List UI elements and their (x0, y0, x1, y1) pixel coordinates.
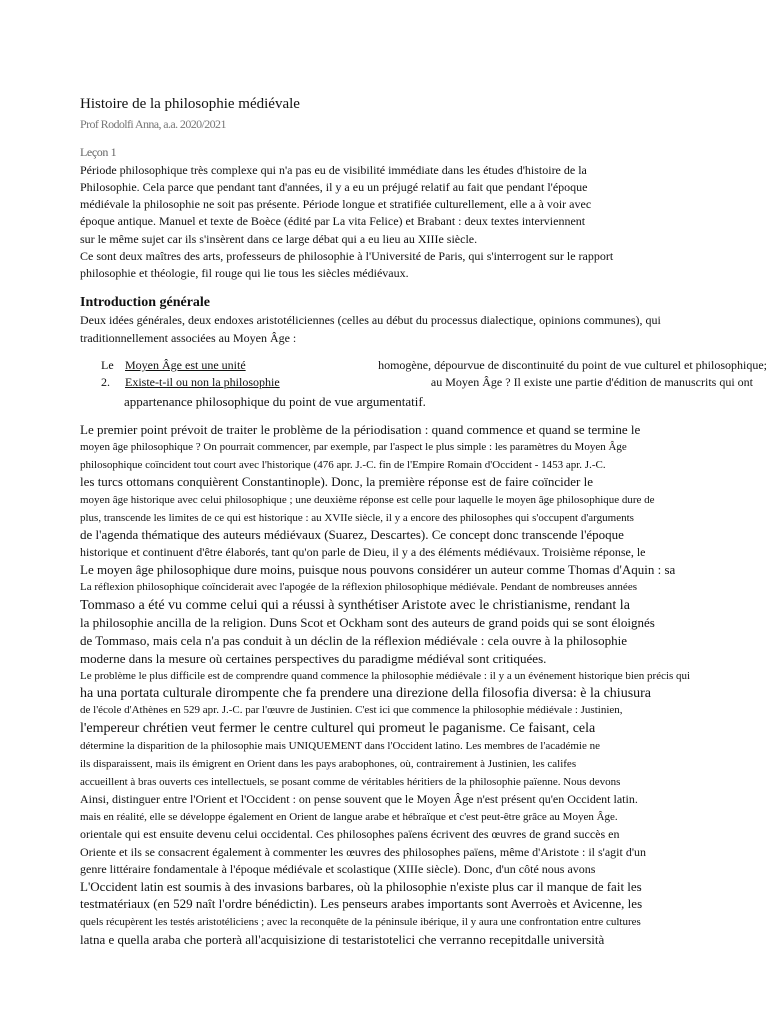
body-line: testmatériaux (en 529 naît l'ordre bénédictin). Les penseurs arabes importants sont Averroès et Avicenne, les (80, 896, 643, 911)
body-line: Le moyen âge philosophique dure moins, puisque nous pouvons considérer un auteur comme Thomas d'Aquin : sa (80, 562, 676, 577)
body-line: L'Occident latin est soumis à des invasions barbares, où la philosophie n'existe plus car il manque de fait les (80, 879, 642, 894)
body-line: ha una portata culturale dirompente che fa prendere una direzione della filosofia diversa: è la chiusura (80, 686, 652, 701)
body-line: mais en réalité, elle se développe également en Orient de langue arabe et hébraïque et c'est peut-être grâce au Moyen Âge. (80, 811, 618, 823)
section-heading: Introduction générale (80, 295, 211, 310)
intro-line: Philosophie. Cela parce que pendant tant d'années, il y a eu un préjugé relatif au fait que pendant l'époque (80, 180, 588, 194)
body-line: historique et continuent d'être élaborés, tant qu'on parle de Dieu, il y a des éléments médiévaux. Troisième réponse, le (80, 545, 646, 559)
body-line: Ainsi, distinguer entre l'Orient et l'Occident : on pense souvent que le Moyen Âge n'est présent qu'en Occident latin. (80, 792, 638, 806)
lesson-label: Leçon 1 (80, 145, 117, 159)
list-marker: 2. (101, 375, 110, 389)
body-line: ils disparaissent, mais ils émigrent en Orient dans les pays arabophones, où, contrairement à Justinien, les califes (80, 758, 577, 770)
body-line: la philosophie ancilla de la religion. Duns Scot et Ockham sont des auteurs de grand poids qui se sont éloignés (80, 615, 655, 630)
body-line: Tommaso a été vu comme celui qui a réussi à synthétiser Aristote avec le christianisme, rendant la (80, 598, 630, 613)
section-line: traditionnellement associées au Moyen Âge : (80, 331, 297, 345)
intro-line: époque antique. Manuel et texte de Boèce (édité par La vita Felice) et Brabant : deux textes interviennent (80, 214, 586, 228)
document-title: Histoire de la philosophie médiévale (80, 96, 300, 112)
list-item-text: homogène, dépourvue de discontinuité du point de vue culturel et philosophique; (378, 358, 767, 372)
body-line: philosophique coïncident tout court avec l'historique (476 apr. J.-C. fin de l'Empire Romain d'Occident - 1453 apr. J.-C. (80, 459, 606, 471)
section-line: Deux idées générales, deux endoxes aristotéliciennes (celles au début du processus dialectique, opinions communes), qui (80, 313, 661, 327)
body-line: Le premier point prévoit de traiter le problème de la périodisation : quand commence et quand se termine le (80, 422, 641, 437)
list-item-text: au Moyen Âge ? Il existe une partie d'édition de manuscrits qui ont (430, 375, 753, 389)
list-item-underlined: Moyen Âge est une unité (125, 358, 246, 372)
list-item-continuation: appartenance philosophique du point de vue argumentatif. (124, 394, 426, 409)
body-line: La réflexion philosophique coïnciderait avec l'apogée de la réflexion philosophique médiévale. Pendant de nombreuses années (80, 581, 637, 593)
list-item (101, 359, 767, 373)
list-marker: Le (101, 358, 114, 372)
intro-line: sur le même sujet car ils s'insèrent dans ce large débat qui a eu lieu au XIIIe siècle. (80, 232, 478, 246)
body-line: orientale qui est ensuite devenu celui occidental. Ces philosophes païens écrivent des œuvres de grand succès en (80, 827, 620, 841)
body-line: détermine la disparition de la philosophie mais UNIQUEMENT dans l'Occident latino. Les membres de l'académie ne (80, 740, 601, 752)
body-line: l'empereur chrétien veut fermer le centre culturel qui promeut le paganisme. Ce faisant, cela (80, 721, 596, 736)
body-line: moyen âge philosophique ? On pourrait commencer, par exemple, par l'aspect le plus simple : les paramètres du Moyen Âge (80, 441, 627, 453)
body-line: moderne dans la mesure où certaines perspectives du paradigme médiéval sont critiquées. (80, 651, 547, 666)
body-line: de l'agenda thématique des auteurs médiévaux (Suarez, Descartes). Ce concept donc transcende l'époque (80, 527, 624, 542)
body-line: plus, transcende les limites de ce qui est historique : au XVIIe siècle, il y a encore des philosophes qui s'occupent d'arguments (80, 512, 634, 524)
document-meta: Prof Rodolfi Anna, a.a. 2020/2021 (80, 117, 226, 131)
body-line: Le problème le plus difficile est de comprendre quand commence la philosophie médiévale : il y a un événement historique bien précis qui (80, 670, 691, 682)
intro-line: philosophie et théologie, fil rouge qui lie tous les siècles médiévaux. (80, 266, 409, 280)
body-line: latna e quella araba che porterà all'acquisizione di testaristotelici che verranno recepitdalle università (80, 932, 605, 947)
intro-line: médiévale la philosophie ne soit pas présente. Période longue et stratifiée culturellement, elle a à voir avec (80, 197, 592, 211)
body-line: de Tommaso, mais cela n'a pas conduit à un déclin de la réflexion médiévale : cela ouvre à la philosophie (80, 633, 628, 648)
list-item-underlined: Existe-t-il ou non la philosophie (125, 375, 280, 389)
intro-line: Ce sont deux maîtres des arts, professeurs de philosophie à l'Université de Paris, qui s'interrogent sur le rapport (80, 249, 614, 263)
list-item (101, 376, 753, 390)
body-line: accueillent à bras ouverts ces intellectuels, se posant comme de véritables héritiers de la philosophie païenne. Nous devons (80, 776, 621, 788)
body-line: quels récupèrent les testés aristotéliciens ; avec la reconquête de la péninsule ibérique, il y aura une confrontation entre cultures (80, 916, 641, 928)
body-line: moyen âge historique avec celui philosophique ; une deuxième réponse est celle pour laquelle le moyen âge philosophique dure de (80, 494, 655, 506)
body-line: de l'école d'Athènes en 529 apr. J.-C. par l'œuvre de Justinien. C'est ici que commence la philosophie médiévale : Justinien, (80, 704, 623, 716)
intro-line: Période philosophique très complexe qui n'a pas eu de visibilité immédiate dans les études d'histoire de la (80, 163, 587, 177)
body-line: Oriente et ils se consacrent également à commenter les œuvres des philosophes païens, même d'Aristote : il s'agit d'un (80, 845, 646, 859)
body-line: genre littéraire fondamentale à l'époque médiévale et scolastique (XIIIe siècle). Donc, d'un côté nous avons (80, 862, 596, 876)
body-line: les turcs ottomans conquièrent Constantinople). Donc, la première réponse est de faire coïncider le (80, 474, 593, 489)
